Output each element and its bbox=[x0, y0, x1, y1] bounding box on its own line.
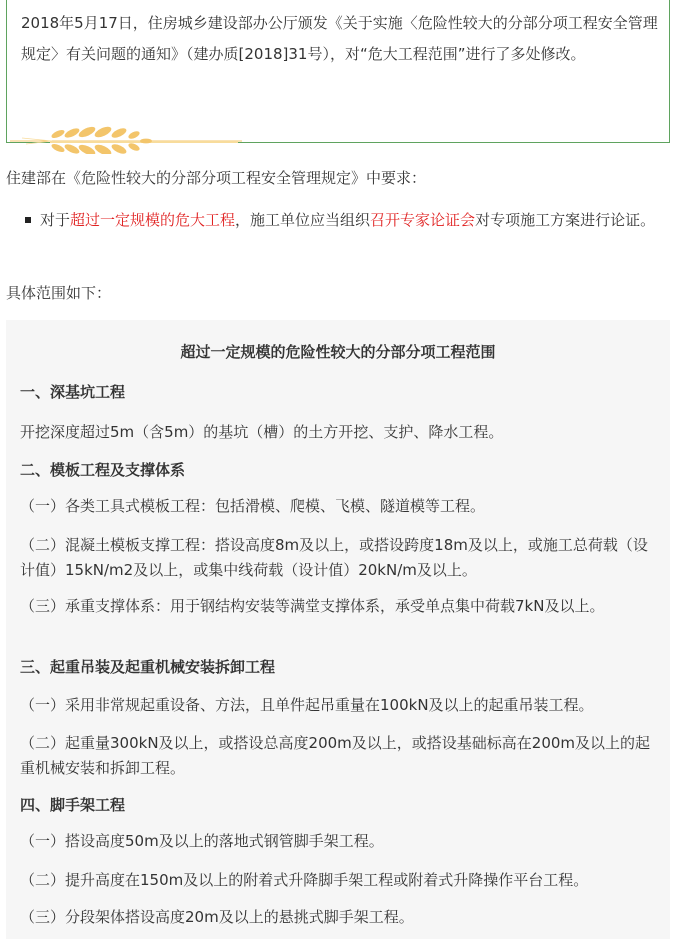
notice-box bbox=[6, 0, 670, 143]
scope-item: （二）起重量300kN及以上，或搭设总高度200m及以上，或搭设基础标高在200m及以上的起重机械安装和拆卸工程。 bbox=[20, 734, 651, 777]
scope-title: 超过一定规模的危险性较大的分部分项工程范围 bbox=[180, 343, 496, 361]
wheat-decoration-icon bbox=[10, 124, 250, 154]
scope-item: （三）分段架体搭设高度20m及以上的悬挑式脚手架工程。 bbox=[20, 908, 414, 926]
bullet-square-icon bbox=[25, 217, 31, 223]
scope-item: 开挖深度超过5m（含5m）的基坑（槽）的土方开挖、支护、降水工程。 bbox=[20, 423, 504, 441]
bullet-text-post: 对专项施工方案进行论证。 bbox=[475, 211, 656, 229]
section-heading: 三、起重吊装及起重机械安装拆卸工程 bbox=[20, 658, 276, 676]
section-heading: 四、脚手架工程 bbox=[20, 796, 126, 814]
scope-intro-text: 具体范围如下： bbox=[6, 284, 112, 302]
scope-panel bbox=[6, 320, 670, 939]
scope-item: （一）各类工具式模板工程：包括滑模、爬模、飞模、隧道模等工程。 bbox=[20, 497, 486, 515]
intro-text: 住建部在《危险性较大的分部分项工程安全管理规定》中要求： bbox=[6, 169, 427, 187]
section-heading: 二、模板工程及支撑体系 bbox=[20, 461, 186, 479]
scope-item: （一）采用非常规起重设备、方法，且单件起吊重量在100kN及以上的起重吊装工程。 bbox=[20, 696, 594, 714]
bullet-text-mid: ，施工单位应当组织 bbox=[235, 211, 371, 229]
highlight-expert-review: 召开专家论证会 bbox=[370, 211, 476, 229]
scope-item: （二）混凝土模板支撑工程：搭设高度8m及以上，或搭设跨度18m及以上，或施工总荷载（设计值）15kN/m2及以上，或集中线荷载（设计值）20kN/m及以上。 bbox=[20, 536, 648, 579]
highlight-large-scale-projects: 超过一定规模的危大工程 bbox=[70, 211, 236, 229]
scope-item: （三）承重支撑体系：用于钢结构安装等满堂支撑体系，承受单点集中荷载7kN及以上。 bbox=[20, 597, 605, 615]
scope-item: （一）搭设高度50m及以上的落地式钢管脚手架工程。 bbox=[20, 832, 384, 850]
list-item bbox=[0, 205, 694, 235]
scope-item: （二）提升高度在150m及以上的附着式升降脚手架工程或附着式升降操作平台工程。 bbox=[20, 871, 589, 889]
notice-text: 2018年5月17日，住房城乡建设部办公厅颁发《关于实施〈危险性较大的分部分项工程安全管理规定〉有关问题的通知》（建办质[2018]31号），对“危大工程范围”进行了多处修改。 bbox=[21, 14, 658, 63]
section-heading: 一、深基坑工程 bbox=[20, 383, 126, 401]
bullet-text-pre: 对于 bbox=[40, 211, 71, 229]
requirement-list bbox=[0, 205, 694, 235]
